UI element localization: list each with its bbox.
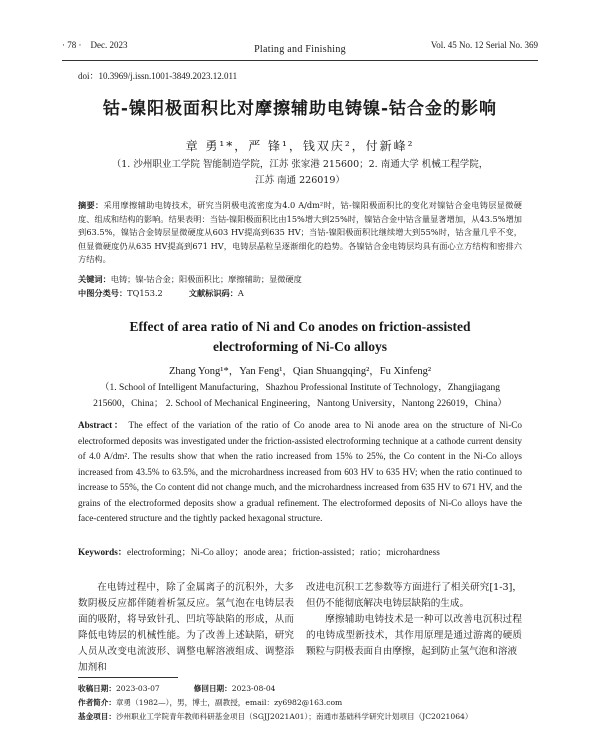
header-divider <box>62 60 538 61</box>
revised-label: 修回日期： <box>193 684 232 693</box>
chinese-keywords <box>78 273 522 286</box>
english-affiliation-line-2: 215600，China； 2. School of Mechanical Engineering，Nantong University，Nantong 226019，China） <box>93 399 507 409</box>
body-column-right <box>306 580 522 660</box>
chinese-affiliation-line-2: 江苏 南通 226019） <box>255 175 345 186</box>
body-paragraph: 在电铸过程中，除了金属离子的沉积外，大多数阴极反应都伴随着析氢反应。氢气泡在电铸层表面的吸附，将导致针孔、凹坑等缺陷的形成，从而降低电铸层的机械性能。为了改善上述缺陷，研究人员从改变电流波形、调整电解溶液组成、调整添加剂和 <box>78 582 294 673</box>
chinese-abstract-label: 摘要： <box>78 200 104 210</box>
body-paragraph: 摩擦辅助电铸技术是一种可以改善电沉积过程的电铸成型新技术，其作用原理是通过游离的硬质颗粒与阴极表面自由摩擦，起到防止氢气泡和溶液 <box>306 614 522 657</box>
english-title-line-1: Effect of area ratio of Ni and Co anodes on friction-assisted <box>129 319 471 334</box>
author-info-label: 作者简介： <box>78 698 116 707</box>
chinese-affiliation <box>80 157 520 189</box>
header-page-number: · 78 · <box>62 40 82 50</box>
english-keywords-label: Keywords： <box>78 547 127 557</box>
chinese-abstract <box>78 199 522 267</box>
revised-date: 2023-08-04 <box>231 684 276 693</box>
fund-label: 基金项目： <box>78 712 116 721</box>
doc-code: A <box>237 288 244 298</box>
header-journal: Plating and Finishing <box>254 44 346 55</box>
chinese-keywords-label: 关键词： <box>78 274 111 284</box>
english-abstract-text: The effect of the variation of the ratio of Co anode area to Ni anode area on the structure of Ni-Co electroformed deposits was investigated under the friction-assisted electroforming technique at a cathode current density of 4.0 A/dm². The results show that when the ratio increased from 15% to 25%, the Co content in the Ni-Co alloys increased from 43.5% to 63.5%, and the microhardness increased from 603 HV to 635 HV; when the ratio continued to increase to 55%, the Co content did not change much, and the microhardness increased from 635 HV to 671 HV, and the grains of the electroformed deposits show a gradual refinement. The electroformed deposits of Ni-Co alloys have the face-centered structure and the tightly packed hexagonal structure. <box>78 420 522 523</box>
footnote-author <box>78 696 530 710</box>
chinese-abstract-text: 采用摩擦辅助电铸技术，研究当阴极电流密度为4.0 A/dm²时，钴-镍阳极面积比的变化对镍钴合金电铸层显微硬度、组成和结构的影响。结果表明：当钴-镍阳极面积比由15%增大到25%时，镍钴合金中钴含量显著增加，从43.5%增加到63.5%，镍钴合金铸层显微硬度从603 HV提高到635 HV；当钴-镍阳极面积比继续增大到55%时，钴含量几乎不变，但显微硬度仍从635 HV提高到671 HV，电铸层晶粒呈逐渐细化的趋势。各镍钴合金电铸层均具有面心立方结构和密排六方结构。 <box>78 200 522 264</box>
body-column-left <box>78 580 294 676</box>
received-date: 2023-03-07 <box>115 684 160 693</box>
doc-code-label: 文献标识码： <box>188 288 238 298</box>
doi: doi：10.3969/j.issn.1001-3849.2023.12.011 <box>78 71 238 81</box>
class-number: TQ153.2 <box>127 288 163 298</box>
chinese-title: 钴-镍阳极面积比对摩擦辅助电铸镍-钴合金的影响 <box>102 99 498 119</box>
english-title-line-2: electroforming of Ni-Co alloys <box>212 339 388 354</box>
classification <box>78 288 244 299</box>
footnote-divider <box>78 677 178 678</box>
class-number-label: 中图分类号： <box>78 288 128 298</box>
english-keywords <box>78 544 522 558</box>
body-paragraph-continued: 改进电沉积工艺参数等方面进行了相关研究[1-3]，但仍不能彻底解决电铸层缺陷的生成。 <box>306 582 522 609</box>
running-header <box>62 40 538 58</box>
author-info: 章勇（1982—），男，博士，副教授，email：zy6982@163.com <box>115 698 343 707</box>
received-label: 收稿日期： <box>78 684 116 693</box>
english-keywords-text: electroforming；Ni-Co alloy；anode area；friction-assisted；ratio；microhardness <box>127 547 440 557</box>
fund-info: 沙州职业工学院青年教师科研基金项目（SGJJ2021A01）；南通市基础科学研究计划项目（JC2021064） <box>115 712 473 721</box>
chinese-authors: 章 勇¹*，严 锋¹，钱双庆²，付新峰² <box>185 139 415 153</box>
english-abstract <box>78 418 522 527</box>
english-authors: Zhang Yong¹*，Yan Feng¹，Qian Shuangqing²，Fu Xinfeng² <box>168 366 432 377</box>
header-date: Dec. 2023 <box>90 40 128 50</box>
english-affiliation <box>78 380 522 412</box>
footnote-dates <box>78 682 530 696</box>
chinese-keywords-text: 电铸；镍-钴合金；阳极面积比；摩擦辅助；显微硬度 <box>110 274 302 284</box>
footnotes <box>78 682 530 724</box>
chinese-affiliation-line-1: （1. 沙州职业工学院 智能制造学院，江苏 张家港 215600；2. 南通大学 机械工程学院， <box>111 159 489 170</box>
footnote-fund <box>78 710 530 724</box>
header-volume: Vol. 45 No. 12 Serial No. 369 <box>430 40 538 50</box>
english-abstract-label: Abstract： <box>78 420 125 430</box>
english-title <box>60 317 540 357</box>
english-affiliation-line-1: （1. School of Intelligent Manufacturing，Shazhou Professional Institute of Technology，Zhangjiagang <box>100 383 500 393</box>
